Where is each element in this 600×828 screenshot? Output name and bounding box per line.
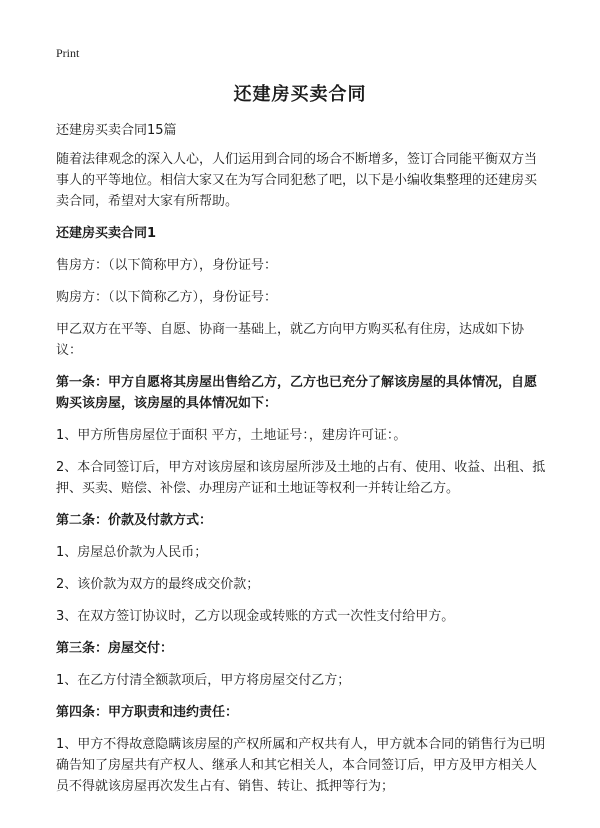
document-subtitle: 还建房买卖合同15篇: [56, 123, 177, 138]
print-link[interactable]: Print: [56, 46, 80, 60]
article-1-heading: 第一条：甲方自愿将其房屋出售给乙方，乙方也已充分了解该房屋的具体情况，自愿购买该房屋，该房屋的具体情况如下：: [56, 375, 538, 411]
article-2-item: 1、房屋总价款为人民币；: [56, 545, 208, 560]
document-title: 还建房买卖合同: [233, 84, 367, 105]
article-1-item: 1、甲方所售房屋位于面积 平方，土地证号：，建房许可证：。: [56, 428, 407, 443]
buyer-line: 购房方：（以下简称乙方），身份证号：: [56, 290, 278, 305]
agreement-paragraph: 甲乙双方在平等、自愿、协商一基础上，就乙方向甲方购买私有住房，达成如下协议：: [56, 322, 525, 358]
section-heading: 还建房买卖合同1: [56, 226, 157, 241]
article-3-item: 1、在乙方付清全额款项后，甲方将房屋交付乙方；: [56, 673, 351, 688]
document-body: [56, 120, 546, 808]
article-3-heading: 第三条：房屋交付：: [56, 641, 174, 656]
article-2-item: 3、在双方签订协议时，乙方以现金或转账的方式一次性支付给甲方。: [56, 609, 455, 624]
article-4-heading: 第四条：甲方职责和违约责任：: [56, 705, 239, 720]
seller-line: 售房方：（以下简称甲方），身份证号：: [56, 258, 278, 273]
article-1-item: 2、本合同签订后，甲方对该房屋和该房屋所涉及土地的占有、使用、收益、出租、抵押、买卖、赔偿、补偿、办理房产证和土地证等权利一并转让给乙方。: [56, 460, 546, 496]
article-4-item: 1、甲方不得故意隐瞒该房屋的产权所属和产权共有人，甲方就本合同的销售行为已明确告知了房屋共有产权人、继承人和其它相关人，本合同签订后，甲方及甲方相关人员不得就该房屋再次发生占有、销售、转让、抵押等行为；: [56, 737, 546, 794]
intro-paragraph: 随着法律观念的深入人心，人们运用到合同的场合不断增多，签订合同能平衡双方当事人的平等地位。相信大家又在为写合同犯愁了吧，以下是小编收集整理的还建房买卖合同，希望对大家有所帮助。: [56, 152, 538, 209]
article-2-heading: 第二条：价款及付款方式：: [56, 513, 213, 528]
article-2-item: 2、该价款为双方的最终成交价款；: [56, 577, 260, 592]
